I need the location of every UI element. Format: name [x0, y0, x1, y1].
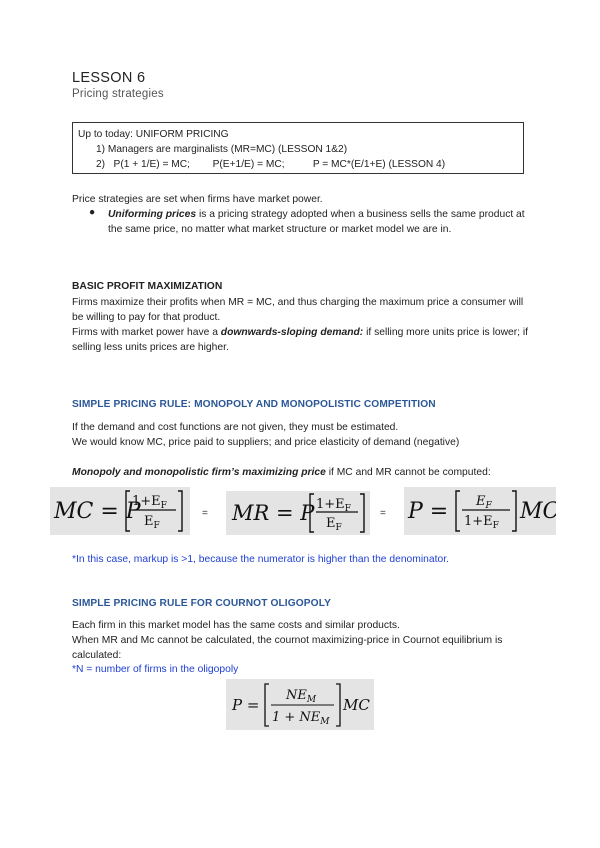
- monopoly-lead-term: Monopoly and monopolistic firm’s maximizing price: [72, 467, 326, 478]
- summary-line-3: 2) P(1 + 1/E) = MC; P(E+1/E) = MC; P = MC*(E/1+E) (LESSON 4): [96, 159, 446, 170]
- formula-4-lhs: P =: [232, 696, 260, 714]
- formula-3-num-sub: F: [485, 501, 492, 511]
- cournot-paragraph-1: Each firm in this market model has the same costs and similar products.: [72, 620, 400, 631]
- formula-cournot-image: [226, 679, 374, 730]
- formula-1-den-sub: F: [153, 521, 160, 531]
- monopoly-lead-rest: if MC and MR cannot be computed:: [325, 467, 491, 478]
- formula-2-num-sub: F: [344, 504, 351, 514]
- formula-1-num: 1+E: [132, 494, 161, 509]
- cournot-note: *N = number of firms in the oligopoly: [72, 664, 239, 675]
- svg-text:EF: [144, 514, 160, 531]
- svg-text:1 + NEM: [272, 710, 330, 727]
- basic-p2-start: Firms with market power have a: [72, 327, 221, 338]
- summary-line-2: 1) Managers are marginalists (MR=MC) (LESSON 1&2): [96, 144, 348, 155]
- formula-3-rhs: MC: [520, 499, 556, 524]
- formula-separator-1: =: [202, 508, 208, 519]
- bullet-paragraph: [108, 207, 528, 237]
- formula-3-lhs: P =: [408, 499, 449, 524]
- basic-paragraph-2: [72, 325, 532, 355]
- cournot-paragraph-2: When MR and Mc cannot be calculated, the cournot maximizing-price in Cournot equilibrium is calculated:: [72, 635, 503, 662]
- monopoly-lead: [72, 465, 532, 480]
- svg-text:1+EF: [464, 514, 499, 531]
- formula-3-den-sub: F: [492, 521, 499, 531]
- formula-1-lhs: MC = P: [54, 499, 141, 524]
- monopoly-paragraph-1: If the demand and cost functions are not given, they must be estimated.: [72, 422, 399, 433]
- formula-1-num-sub: F: [160, 501, 167, 511]
- summary-line-1: Up to today: UNIFORM PRICING: [78, 129, 229, 140]
- bullet-dot: ●: [89, 207, 96, 218]
- svg-text:EF: [326, 516, 342, 533]
- formula-3-num: E: [476, 494, 486, 509]
- formula-3-den: 1+E: [464, 514, 493, 529]
- monopoly-heading: SIMPLE PRICING RULE: MONOPOLY AND MONOPOLISTIC COMPETITION: [72, 399, 436, 410]
- formula-4-den-sub: M: [320, 717, 330, 727]
- formula-2-den: E: [326, 516, 336, 531]
- intro-line: Price strategies are set when firms have market power.: [72, 194, 323, 205]
- basic-paragraph-1: Firms maximize their profits when MR = MC, and thus charging the maximum price a consumer will be willing to pay for that product.: [72, 297, 524, 324]
- bullet-text: is a pricing strategy adopted when a business sells the same product at the same price, no matter what market structure or market model we are in.: [108, 209, 525, 236]
- formula-4-num: NE: [286, 688, 307, 703]
- basic-p2-term: downwards-sloping demand:: [220, 327, 364, 338]
- formula-separator-2: =: [380, 508, 386, 519]
- svg-text:NEM: [285, 688, 317, 705]
- monopoly-paragraph-2: We would know MC, price paid to suppliers; and price elasticity of demand (negative): [72, 437, 460, 448]
- formula-1-den: E: [144, 514, 154, 529]
- bullet-term: Uniforming prices: [108, 209, 197, 220]
- svg-text:EF: [475, 494, 493, 511]
- lesson-title: LESSON 6: [72, 70, 146, 86]
- basic-heading: BASIC PROFIT MAXIMIZATION: [72, 281, 223, 292]
- formula-p-image: [404, 487, 556, 535]
- formula-mr-image: [226, 491, 370, 535]
- formula-4-rhs: MC: [343, 696, 370, 714]
- formula-2-num: 1+E: [316, 497, 345, 512]
- formula-2-den-sub: F: [335, 523, 342, 533]
- formula-4-den: 1 + NE: [272, 710, 321, 725]
- cournot-heading: SIMPLE PRICING RULE FOR COURNOT OLIGOPOLY: [72, 598, 331, 609]
- formula-4-num-sub: M: [306, 695, 317, 705]
- svg-text:1+EF: [132, 494, 167, 511]
- formula-mc-image: [50, 487, 190, 535]
- summary-box: [72, 122, 524, 174]
- lesson-subtitle: Pricing strategies: [72, 88, 164, 100]
- formula-2-lhs: MR = P: [232, 501, 315, 525]
- monopoly-note: *In this case, markup is >1, because the numerator is higher than the denominator.: [72, 554, 449, 565]
- basic-p2-end: if selling more units price is lower; if selling less units prices are higher.: [72, 327, 529, 354]
